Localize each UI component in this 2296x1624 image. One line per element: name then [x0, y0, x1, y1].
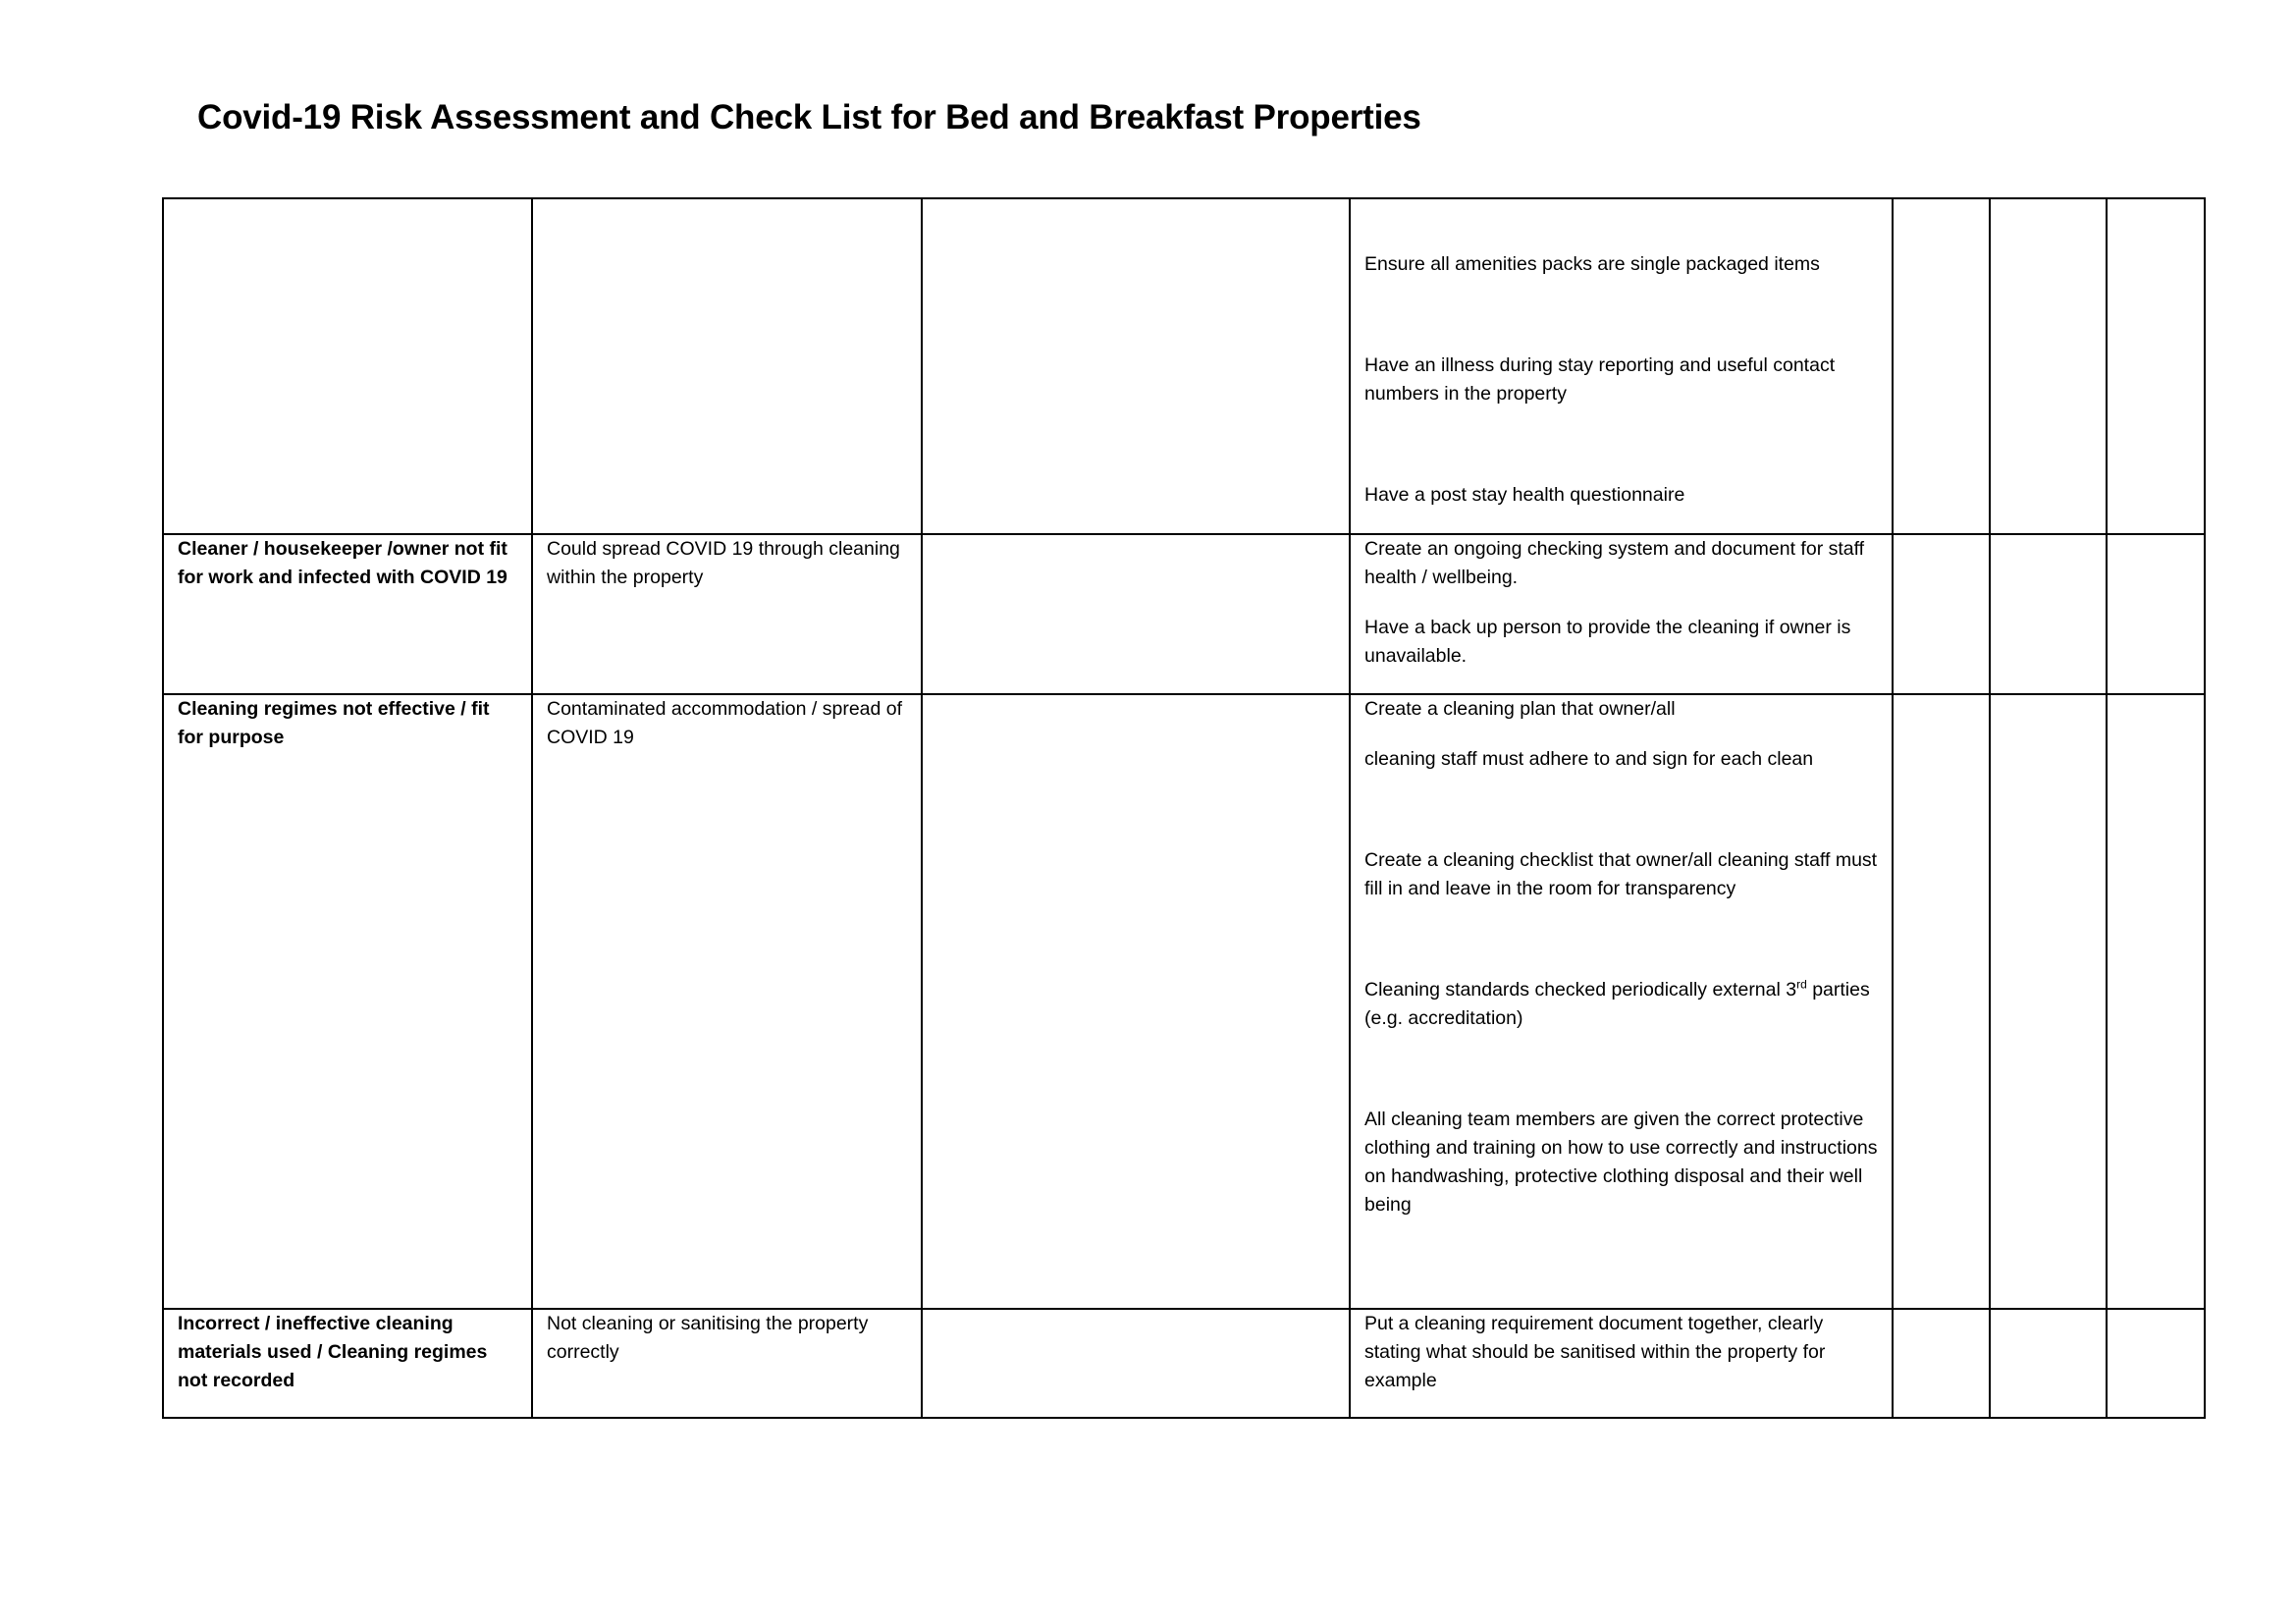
ordinal-suffix: rd	[1796, 977, 1807, 992]
check-cell	[1893, 694, 1990, 1309]
control-measures-cell	[1350, 1309, 1893, 1418]
control-measure-text-part: parties (e.g. accreditation)	[1364, 979, 1870, 1029]
control-measure-text-part: Cleaning standards checked periodically external 3	[1364, 979, 1797, 1001]
risk-assessment-table	[162, 197, 2206, 1419]
check-cell	[1893, 1309, 1990, 1418]
current-controls-cell	[922, 1309, 1350, 1418]
check-cell	[1990, 694, 2107, 1309]
control-measures-cell	[1350, 198, 1893, 534]
control-measure-text: Have a back up person to provide the cleaning if owner is unavailable.	[1364, 617, 1851, 667]
control-measure-text: Create an ongoing checking system and document for staff health / wellbeing.	[1364, 538, 1865, 588]
table-row	[163, 534, 2205, 694]
table-row	[163, 198, 2205, 534]
current-controls-cell	[922, 534, 1350, 694]
check-cell	[1893, 534, 1990, 694]
check-cell	[2107, 534, 2205, 694]
hazard-cell: Incorrect / ineffective cleaning materials used / Cleaning regimes not recorded	[163, 1309, 532, 1418]
check-cell	[2107, 694, 2205, 1309]
control-measures-cell	[1350, 534, 1893, 694]
hazard-cell	[163, 198, 532, 534]
check-cell	[1990, 534, 2107, 694]
check-cell	[1893, 198, 1990, 534]
current-controls-cell	[922, 198, 1350, 534]
current-controls-cell	[922, 694, 1350, 1309]
hazard-cell: Cleaner / housekeeper /owner not fit for work and infected with COVID 19	[163, 534, 532, 694]
hazard-cell: Cleaning regimes not effective / fit for purpose	[163, 694, 532, 1309]
control-measure-text: Create a cleaning plan that owner/all	[1364, 698, 1676, 720]
control-measure-text	[1364, 976, 1878, 1033]
control-measure-text: Have an illness during stay reporting and useful contact numbers in the property	[1364, 354, 1836, 405]
check-cell	[2107, 198, 2205, 534]
check-cell	[1990, 198, 2107, 534]
control-measure-text: cleaning staff must adhere to and sign for each clean	[1364, 748, 1814, 770]
risk-cell: Not cleaning or sanitising the property correctly	[532, 1309, 922, 1418]
table-row	[163, 1309, 2205, 1418]
control-measures-cell	[1350, 694, 1893, 1309]
control-measure-text: Have a post stay health questionnaire	[1364, 484, 1685, 506]
page-title: Covid-19 Risk Assessment and Check List for Bed and Breakfast Properties	[197, 98, 1421, 136]
risk-cell	[532, 198, 922, 534]
control-measure-text: Ensure all amenities packs are single packaged items	[1364, 253, 1820, 275]
risk-cell: Contaminated accommodation / spread of COVID 19	[532, 694, 922, 1309]
table-row	[163, 694, 2205, 1309]
control-measure-text: All cleaning team members are given the correct protective clothing and training on how to use correctly and instructions on handwashing, protective clothing disposal and their well being	[1364, 1109, 1878, 1216]
risk-cell: Could spread COVID 19 through cleaning within the property	[532, 534, 922, 694]
control-measure-text: Put a cleaning requirement document together, clearly stating what should be sanitised within the property for example	[1364, 1313, 1826, 1391]
control-measure-text: Create a cleaning checklist that owner/all cleaning staff must fill in and leave in the room for transparency	[1364, 849, 1878, 899]
check-cell	[2107, 1309, 2205, 1418]
check-cell	[1990, 1309, 2107, 1418]
